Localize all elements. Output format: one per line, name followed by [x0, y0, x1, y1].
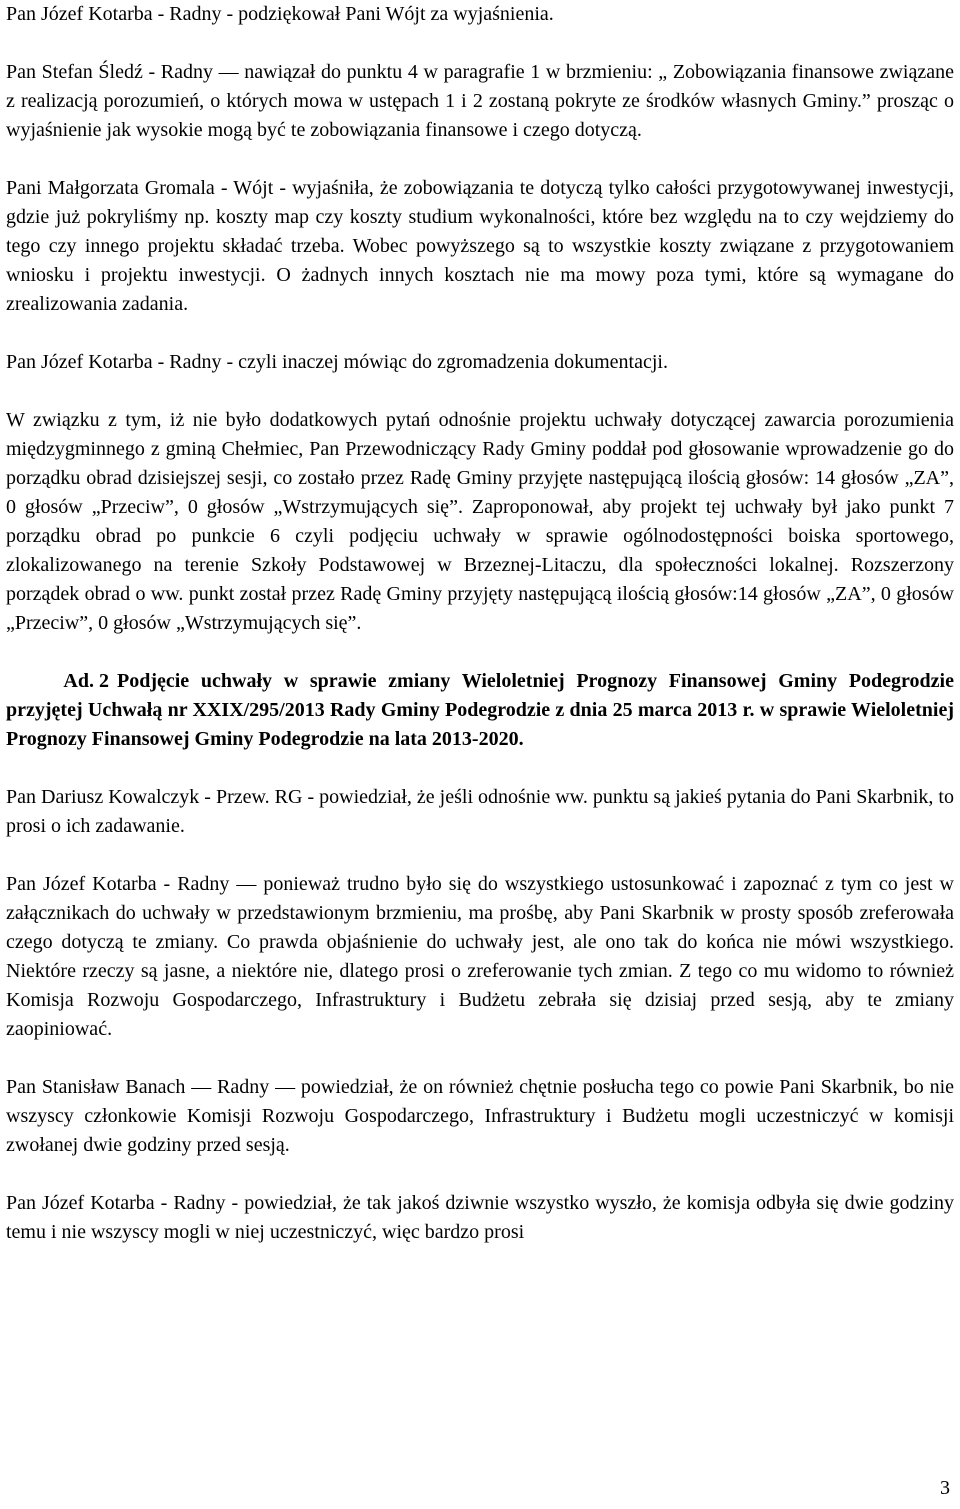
- paragraph-8: Pan Stanisław Banach — Radny — powiedział, że on również chętnie posłucha tego co powie Pani Skarbnik, bo nie wszyscy członkowie Komisji Rozwoju Gospodarczego, Infrastruktury i Budżetu mogli uczestniczyć w komisji zwołanej dwie godziny przed sesją.: [6, 1076, 954, 1156]
- agenda-item-heading: [6, 667, 954, 754]
- agenda-item-number: Ad. 2: [63, 670, 109, 692]
- paragraph-6: Pan Dariusz Kowalczyk - Przew. RG - powiedział, że jeśli odnośnie ww. punktu są jakieś pytania do Pani Skarbnik, to prosi o ich zadawanie.: [6, 786, 954, 837]
- page-number: 3: [940, 1477, 950, 1499]
- paragraph-1: Pan Józef Kotarba - Radny - podziękował Pani Wójt za wyjaśnienia.: [6, 3, 554, 25]
- paragraph-2: Pan Stefan Śledź - Radny — nawiązał do punktu 4 w paragrafie 1 w brzmieniu: „ Zobowiązania finansowe związane z realizacją porozumień, o których mowa w ustępach 1 i 2 zostaną pokryte ze środków własnych Gminy.” prosząc o wyjaśnienie jak wysokie mogą być te zobowiązania finansowe i czego dotyczą.: [6, 61, 954, 141]
- paragraph-3: Pani Małgorzata Gromala - Wójt - wyjaśniła, że zobowiązania te dotyczą tylko całości przygotowywanej inwestycji, gdzie już pokryliśmy np. koszty map czy koszty studium wykonalności, które bez względu na to czy wejdziemy do tego czy innego projektu składać trzeba. Wobec powyższego są to wszystkie koszty związane z przygotowaniem wniosku i projektu inwestycji. O żadnych innych kosztach nie ma mowy poza tymi, które są wymagane do zrealizowania zadania.: [6, 177, 954, 315]
- document-page: [6, 0, 954, 1276]
- paragraph-9: Pan Józef Kotarba - Radny - powiedział, że tak jakoś dziwnie wszystko wyszło, że komisja odbyła się dwie godziny temu i nie wszyscy mogli w niej uczestniczyć, więc bardzo prosi: [6, 1192, 954, 1243]
- agenda-item-title: Podjęcie uchwały w sprawie zmiany Wieloletniej Prognozy Finansowej Gminy Podegrodzie przyjętej Uchwałą nr XXIX/295/2013 Rady Gminy Podegrodzie z dnia 25 marca 2013 r. w sprawie Wieloletniej Prognozy Finansowej Gminy Podegrodzie na lata 2013-2020.: [6, 670, 954, 750]
- paragraph-4: Pan Józef Kotarba - Radny - czyli inaczej mówiąc do zgromadzenia dokumentacji.: [6, 351, 668, 373]
- paragraph-7: Pan Józef Kotarba - Radny — ponieważ trudno było się do wszystkiego ustosunkować i zapoznać z tym co jest w załącznikach do uchwały w przedstawionym brzmieniu, ma prośbę, aby Pani Skarbnik w prosty sposób zreferowała czego dotyczą te zmiany. Co prawda objaśnienie do uchwały jest, ale ono tak do końca nie mówi wszystkiego. Niektóre rzeczy są jasne, a niektóre nie, dlatego prosi o zreferowanie tych zmian. Z tego co mu widomo to również Komisja Rozwoju Gospodarczego, Infrastruktury i Budżetu zebrała się dzisiaj przed sesją, aby te zmiany zaopiniować.: [6, 873, 954, 1040]
- paragraph-5: W związku z tym, iż nie było dodatkowych pytań odnośnie projektu uchwały dotyczącej zawarcia porozumienia międzygminnego z gminą Chełmiec, Pan Przewodniczący Rady Gminy poddał pod głosowanie wprowadzenie go do porządku obrad dzisiejszej sesji, co zostało przez Radę Gminy przyjęte następującą ilością głosów: 14 głosów „ZA”, 0 głosów „Przeciw”, 0 głosów „Wstrzymujących się”. Zaproponował, aby projekt tej uchwały był jako punkt 7 porządku obrad po punkcie 6 czyli podjęciu uchwały w sprawie ogólnodostępności boiska sportowego, zlokalizowanego na terenie Szkoły Podstawowej w Brzeznej-Litaczu, dla społeczności lokalnej. Rozszerzony porządek obrad o ww. punkt został przez Radę Gminy przyjęty następującą ilością głosów:14 głosów „ZA”, 0 głosów „Przeciw”, 0 głosów „Wstrzymujących się”.: [6, 409, 954, 634]
